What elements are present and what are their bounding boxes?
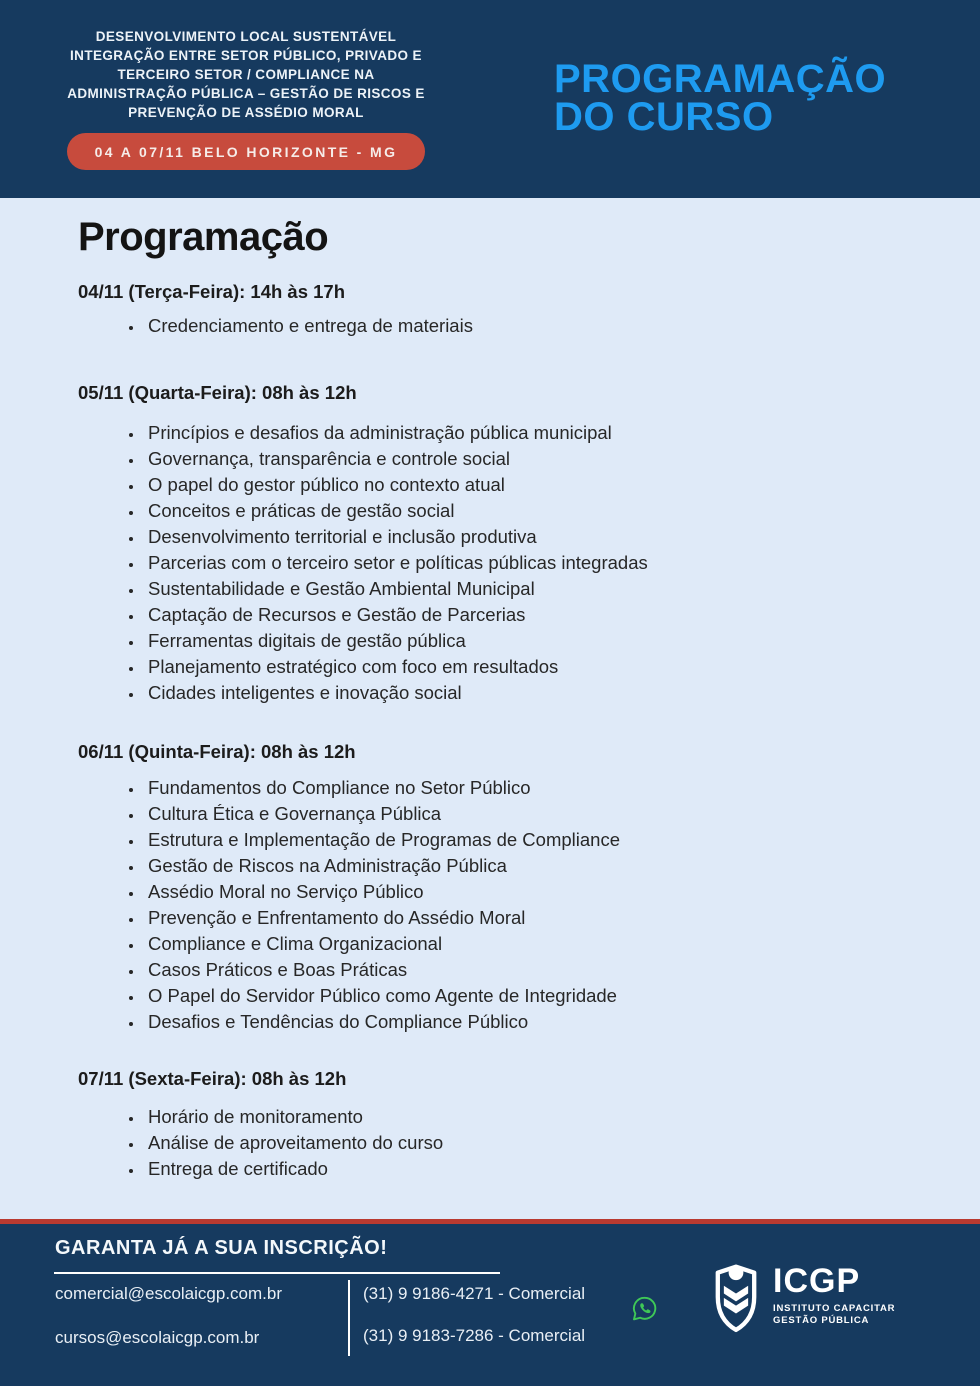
logo-subtitle — [773, 1303, 895, 1327]
list-item: • Parcerias com o terceiro setor e políticas públicas integradas — [144, 550, 930, 576]
icgp-shield-icon — [710, 1260, 762, 1339]
page-title-line: DO CURSO — [554, 95, 774, 139]
section-heading: 07/11 (Sexta-Feira): 08h às 12h — [78, 1068, 347, 1089]
header — [0, 0, 980, 198]
icgp-logo — [710, 1260, 895, 1339]
list-item: • Prevenção e Enfrentamento do Assédio Moral — [144, 905, 930, 931]
list-item: • O papel do gestor público no contexto atual — [144, 472, 930, 498]
list-item: • Casos Práticos e Boas Práticas — [144, 957, 930, 983]
list-item: • Desenvolvimento territorial e inclusão produtiva — [144, 524, 930, 550]
schedule-content — [0, 198, 980, 1219]
section-items — [78, 1104, 930, 1182]
schedule-section-day2 — [78, 381, 930, 706]
course-title-line: DESENVOLVIMENTO LOCAL SUSTENTÁVEL — [95, 29, 397, 44]
logo-subtitle-line: INSTITUTO CAPACITAR — [773, 1303, 896, 1314]
section-items — [78, 313, 930, 339]
list-item: • Estrutura e Implementação de Programas de Compliance — [144, 827, 930, 853]
vertical-divider — [348, 1280, 350, 1356]
list-item: • Princípios e desafios da administração pública municipal — [144, 420, 930, 446]
section-heading: 04/11 (Terça-Feira): 14h às 17h — [78, 281, 346, 302]
phone-commercial-2: (31) 9 9183-7286 - Comercial — [363, 1326, 586, 1345]
list-item: • O Papel do Servidor Público como Agente de Integridade — [144, 983, 930, 1009]
header-left — [0, 0, 492, 198]
logo-subtitle-line: GESTÃO PÚBLICA — [773, 1315, 870, 1326]
schedule-section-day4 — [78, 1067, 930, 1182]
list-item: • Assédio Moral no Serviço Público — [144, 879, 930, 905]
list-item: • Governança, transparência e controle social — [144, 446, 930, 472]
schedule-section-day3 — [78, 740, 930, 1035]
cta-underline — [54, 1272, 500, 1274]
list-item: • Captação de Recursos e Gestão de Parcerias — [144, 602, 930, 628]
section-heading: 06/11 (Quinta-Feira): 08h às 12h — [78, 741, 356, 762]
course-title-line: PREVENÇÃO DE ASSÉDIO MORAL — [128, 105, 364, 120]
course-title — [11, 27, 481, 122]
footer — [0, 1224, 980, 1386]
section-heading: 05/11 (Quarta-Feira): 08h às 12h — [78, 382, 357, 403]
email-commercial: comercial@escolaicgp.com.br — [55, 1284, 283, 1303]
header-right — [492, 0, 980, 198]
course-title-line: TERCEIRO SETOR / COMPLIANCE NA — [117, 67, 375, 82]
section-items — [78, 420, 930, 706]
date-location-badge: 04 A 07/11 BELO HORIZONTE - MG — [67, 133, 426, 170]
list-item: • Gestão de Riscos na Administração Pública — [144, 853, 930, 879]
list-item: • Compliance e Clima Organizacional — [144, 931, 930, 957]
course-title-line: ADMINISTRAÇÃO PÚBLICA – GESTÃO DE RISCOS E — [67, 86, 425, 101]
phone-commercial-1: (31) 9 9186-4271 - Comercial — [363, 1284, 586, 1303]
course-title-line: INTEGRAÇÃO ENTRE SETOR PÚBLICO, PRIVADO E — [70, 48, 422, 63]
schedule-title: Programação — [78, 215, 329, 259]
cta-text: GARANTA JÁ A SUA INSCRIÇÃO! — [55, 1237, 388, 1259]
list-item: • Planejamento estratégico com foco em resultados — [144, 654, 930, 680]
list-item: • Cultura Ética e Governança Pública — [144, 801, 930, 827]
list-item: • Sustentabilidade e Gestão Ambiental Municipal — [144, 576, 930, 602]
list-item: • Desafios e Tendências do Compliance Público — [144, 1009, 930, 1035]
list-item: • Entrega de certificado — [144, 1156, 930, 1182]
logo-text — [773, 1260, 895, 1327]
schedule-section-day1 — [78, 280, 930, 339]
logo-name: ICGP — [773, 1262, 861, 1300]
section-items — [78, 775, 930, 1035]
list-item: • Credenciamento e entrega de materiais — [144, 313, 930, 339]
email-courses: cursos@escolaicgp.com.br — [55, 1328, 260, 1347]
whatsapp-icon — [630, 1294, 659, 1323]
list-item: • Análise de aproveitamento do curso — [144, 1130, 930, 1156]
list-item: • Fundamentos do Compliance no Setor Público — [144, 775, 930, 801]
list-item: • Horário de monitoramento — [144, 1104, 930, 1130]
list-item: • Ferramentas digitais de gestão pública — [144, 628, 930, 654]
list-item: • Cidades inteligentes e inovação social — [144, 680, 930, 706]
page-title — [554, 57, 980, 139]
list-item: • Conceitos e práticas de gestão social — [144, 498, 930, 524]
page-title-line: PROGRAMAÇÃO — [554, 57, 887, 101]
